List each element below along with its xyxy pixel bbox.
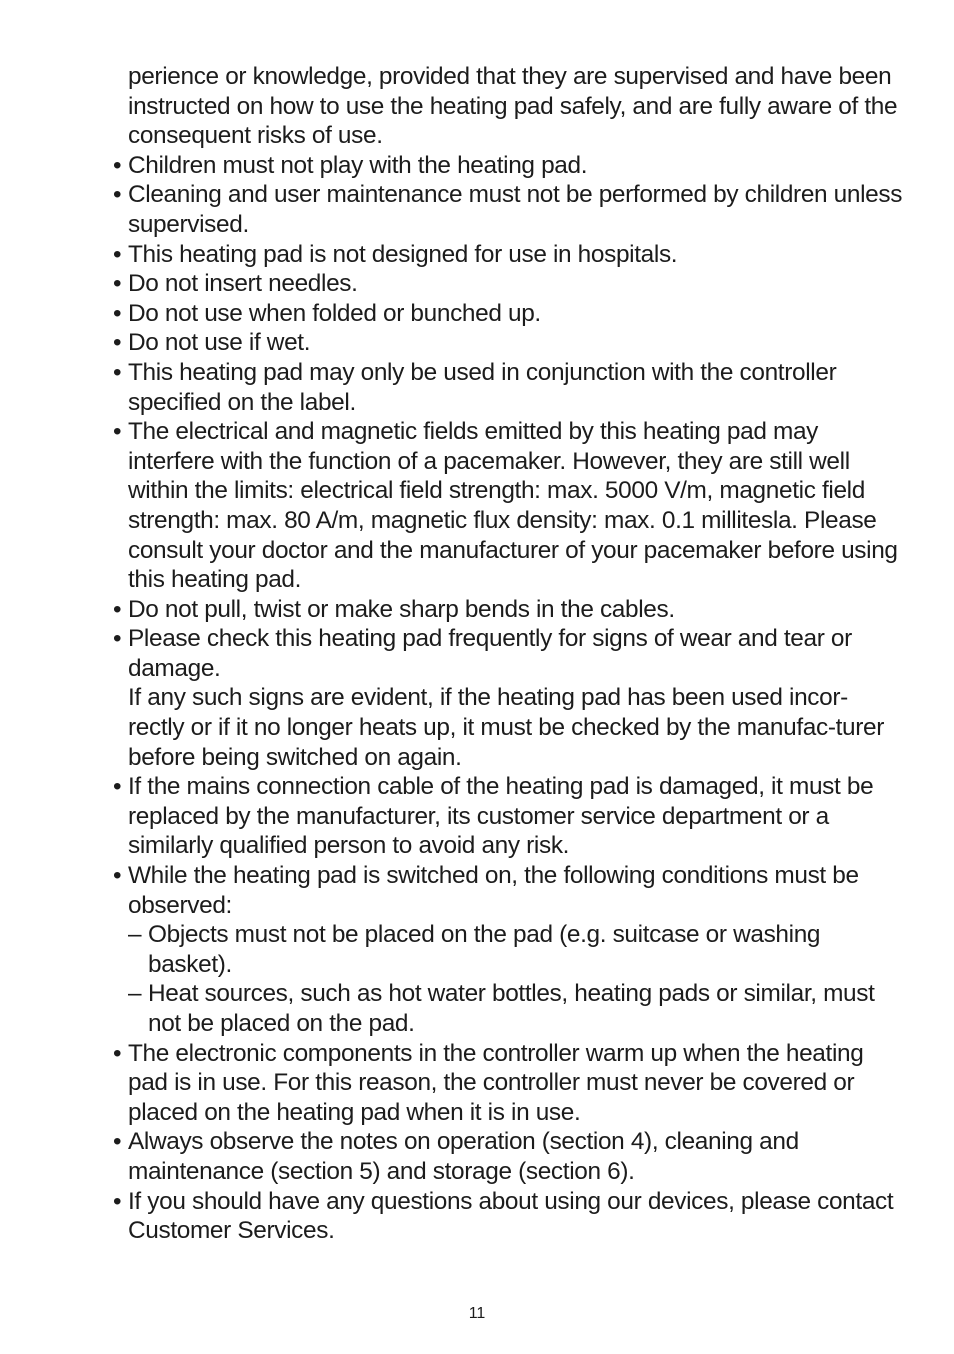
list-item-text: The electrical and magnetic fields emitted by this heating pad may interfere with the function of a pacemaker. However, they are still well within the limits: electrical field strength: max. 5000 V/m, magnetic field strength: max. 80 A/m, magnetic flux density: max. 0.1 millitesla. Please consult your doctor and the manufacturer of your pacemaker before using this heating pad. xyxy=(128,418,898,594)
list-item-text: This heating pad may only be used in conjunction with the controller specified on the label. xyxy=(128,358,837,416)
list-item xyxy=(113,328,903,358)
dash-icon: – xyxy=(128,921,142,949)
sub-list-item-text: Heat sources, such as hot water bottles, heating pads or similar, must not be placed on the pad. xyxy=(148,980,875,1037)
list-item-text: If you should have any questions about using our devices, please contact Customer Services. xyxy=(128,1187,894,1245)
list-item-extra-text: If any such signs are evident, if the heating pad has been used incor-rectly or if it no longer heats up, it must be checked by the manufac-turer before being switched on again. xyxy=(128,684,884,771)
page-number: 11 xyxy=(468,1305,486,1322)
bullet-icon: • xyxy=(113,240,122,268)
list-item xyxy=(113,1187,903,1246)
list-item xyxy=(113,417,903,595)
bullet-icon: • xyxy=(113,151,122,179)
list-item xyxy=(113,299,903,329)
list-item-text: If the mains connection cable of the heating pad is damaged, it must be replaced by the manufacturer, its customer service department or a similarly qualified person to avoid any risk. xyxy=(128,773,874,860)
bullet-icon: • xyxy=(113,862,122,890)
list-item-text: Do not insert needles. xyxy=(128,270,358,298)
safety-notes-list xyxy=(113,62,903,1246)
list-item-text: Do not use if wet. xyxy=(128,329,311,357)
bullet-icon: • xyxy=(113,1039,122,1067)
list-item xyxy=(113,1127,903,1186)
list-item xyxy=(113,358,903,417)
list-item-text: Cleaning and user maintenance must not be performed by children unless supervised. xyxy=(128,181,903,238)
dash-icon: – xyxy=(128,980,142,1008)
bullet-icon: • xyxy=(113,418,122,446)
list-item-text: Please check this heating pad frequently for signs of wear and tear or damage. xyxy=(128,625,852,682)
bullet-icon: • xyxy=(113,329,122,357)
list-item-text: While the heating pad is switched on, the following conditions must be observed: xyxy=(128,862,859,919)
bullet-icon: • xyxy=(113,1128,122,1156)
bullet-icon: • xyxy=(113,1187,122,1215)
bullet-icon: • xyxy=(113,299,122,327)
sub-list-item xyxy=(113,920,903,979)
list-item xyxy=(113,861,903,920)
bullet-icon: • xyxy=(113,358,122,386)
bullet-icon: • xyxy=(113,270,122,298)
list-item xyxy=(113,269,903,299)
list-item xyxy=(113,772,903,861)
list-item-text: Do not use when folded or bunched up. xyxy=(128,299,541,327)
list-item-text: Children must not play with the heating pad. xyxy=(128,151,588,179)
list-item xyxy=(113,240,903,270)
list-item-text: The electronic components in the controller warm up when the heating pad is in use. For this reason, the controller must never be covered or placed on the heating pad when it is in use. xyxy=(128,1039,864,1126)
continuation-paragraph: perience or knowledge, provided that they are supervised and have been instructed on how to use the heating pad safely, and are fully aware of the consequent risks of use. xyxy=(128,63,898,150)
list-item xyxy=(113,624,903,772)
list-item xyxy=(113,595,903,625)
list-item-text: Always observe the notes on operation (section 4), cleaning and maintenance (section 5) and storage (section 6). xyxy=(128,1128,799,1185)
bullet-icon: • xyxy=(113,773,122,801)
sub-list-item xyxy=(113,979,903,1038)
bullet-icon: • xyxy=(113,625,122,653)
list-item xyxy=(113,1039,903,1128)
list-item-text: This heating pad is not designed for use in hospitals. xyxy=(128,240,678,268)
sub-list-item-text: Objects must not be placed on the pad (e.g. suitcase or washing basket). xyxy=(148,921,821,978)
list-item xyxy=(113,151,903,181)
bullet-icon: • xyxy=(113,595,122,623)
bullet-icon: • xyxy=(113,181,122,209)
list-item xyxy=(113,180,903,239)
list-item-text: Do not pull, twist or make sharp bends in the cables. xyxy=(128,595,675,623)
